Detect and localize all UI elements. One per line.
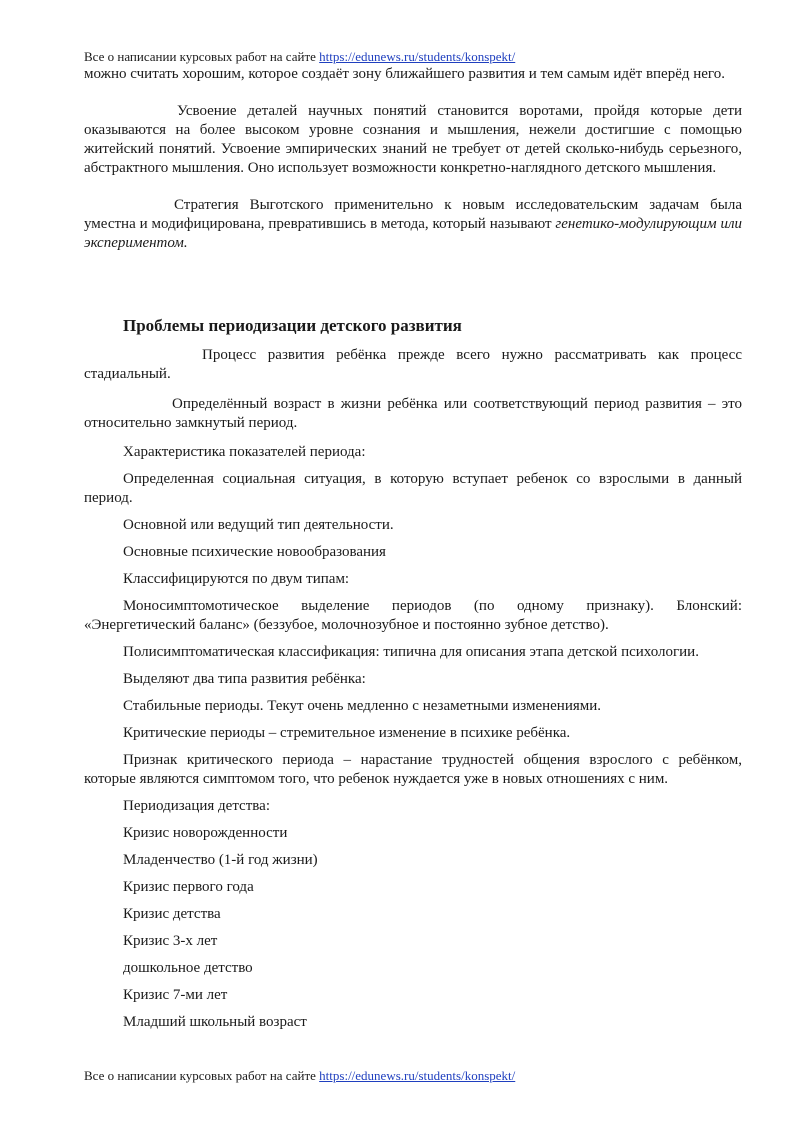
page-header <box>84 49 515 65</box>
list-item: Моносимптомотическое выделение периодов (по одному признаку). Блонский: «Энергетический баланс» (беззубое, молочнозубное и постоянно зубное детство). <box>84 598 742 633</box>
list-item: Выделяют два типа развития ребёнка: <box>123 671 366 687</box>
content-list <box>84 443 742 1032</box>
list-item: дошкольное детство <box>123 960 253 976</box>
list-item: Классифицируются по двум типам: <box>123 571 350 587</box>
strategy-emphasis: генетико-модулирующим или экспериментом. <box>84 216 743 251</box>
section-heading: Проблемы периодизации детского развития <box>123 316 462 335</box>
document-body <box>84 65 742 1040</box>
header-link[interactable]: https://edunews.ru/students/konspekt/ <box>319 49 516 64</box>
list-item: Основные психические новообразования <box>123 544 386 560</box>
list-item: Стабильные периоды. Текут очень медленно с незаметными изменениями. <box>123 698 602 714</box>
list-item: Характеристика показателей периода: <box>123 444 366 460</box>
paragraph-strategy <box>84 196 742 253</box>
list-item: Кризис 7-ми лет <box>123 987 228 1003</box>
list-item: Периодизация детства: <box>123 798 270 814</box>
list-item: Признак критического периода – нарастание трудностей общения взрослого с ребёнком, которые являются симптомом того, что ребенок нуждается уже в новых отношениях с ним. <box>84 752 742 787</box>
paragraph-continuation: можно считать хорошим, которое создаёт зону ближайшего развития и тем самым идёт вперёд него. <box>84 66 725 82</box>
list-item: Кризис детства <box>123 906 221 922</box>
list-item: Младенчество (1-й год жизни) <box>123 852 318 868</box>
footer-link[interactable]: https://edunews.ru/students/konspekt/ <box>319 1068 516 1083</box>
paragraph-process: Процесс развития ребёнка прежде всего нужно рассматривать как процесс стадиальный. <box>84 347 742 382</box>
footer-text: Все о написании курсовых работ на сайте <box>84 1068 316 1083</box>
page-footer <box>84 1068 515 1084</box>
paragraph-age: Определённый возраст в жизни ребёнка или соответствующий период развития – это относительно замкнутый период. <box>84 396 742 431</box>
list-item: Критические периоды – стремительное изменение в психике ребёнка. <box>123 725 571 741</box>
list-item: Кризис новорожденности <box>123 825 288 841</box>
list-item: Определенная социальная ситуация, в которую вступает ребенок со взрослыми в данный период. <box>84 471 742 506</box>
list-item: Младший школьный возраст <box>123 1014 307 1030</box>
paragraph-details: Усвоение деталей научных понятий становится воротами, пройдя которые дети оказываются на более высоком уровне сознания и мышления, нежели достигшие с помощью житейский понятий. Усвоение эмпирических знаний не требует от детей сколько-нибудь серьезного, абстрактного мышления. Оно использует возможности конкретно-наглядного детского мышления. <box>84 103 742 176</box>
list-item: Кризис первого года <box>123 879 254 895</box>
strategy-text: Стратегия Выготского применительно к новым исследовательским задачам была уместна и модифицирована, превратившись в метода, который называют <box>84 197 742 232</box>
header-text: Все о написании курсовых работ на сайте <box>84 49 316 64</box>
list-item: Полисимптоматическая классификация: типична для описания этапа детской психологии. <box>123 644 699 660</box>
list-item: Основной или ведущий тип деятельности. <box>123 517 394 533</box>
list-item: Кризис 3-х лет <box>123 933 218 949</box>
